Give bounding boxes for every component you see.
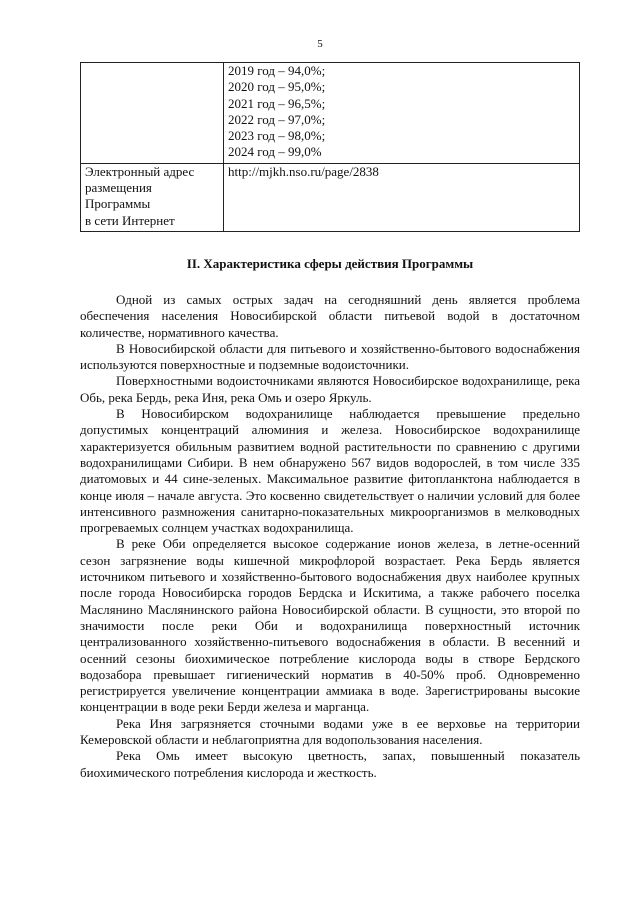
- address-label-cell: [81, 163, 224, 231]
- indicator-values-cell: [224, 63, 580, 164]
- paragraph: В Новосибирской области для питьевого и хозяйственно-бытового водоснабжения используются поверхностные и подземные водоисточники.: [80, 340, 580, 373]
- page-number: 5: [317, 38, 323, 50]
- address-label-line: Электронный адрес: [85, 163, 195, 179]
- indicator-line: 2020 год – 95,0%;: [228, 79, 326, 95]
- address-label-line: в сети Интернет: [85, 212, 175, 228]
- indicator-line: 2024 год – 99,0%: [228, 144, 322, 160]
- table-cell-empty: [81, 63, 224, 164]
- paragraph: В реке Оби определяется высокое содержание ионов железа, в летне-осенний сезон загрязнение воды кишечной микрофлорой возрастает. Река Бердь является источником питьевого и хозяйственно-бытового водоснабжения двух наиболее крупных после города Новосибирска городов Бердска и Искитима, а также рабочего поселка Маслянино Маслянинского района Новосибирской области. В сущности, это второй по значимости после реки Оби и водохранилища поверхностный источник централизованного хозяйственно-питьевого водоснабжения в области. В весенний и осенний сезоны биохимическое потребление кислорода воды в створе Бердского водозабора превышает гигиенический норматив в 40-50% проб. Одновременно регистрируется увеличение концентрации аммиака в воде. Зарегистрированы высокие концентрации в воде реки Берди железа и марганца.: [80, 536, 580, 715]
- address-value-cell: [224, 163, 580, 231]
- paragraph: Поверхностными водоисточниками являются Новосибирское водохранилище, река Обь, река Бердь, река Иня, река Омь и озеро Яркуль.: [80, 373, 580, 405]
- section-body: [80, 292, 580, 781]
- indicator-line: 2021 год – 96,5%;: [228, 95, 326, 111]
- paragraph: Одной из самых острых задач на сегодняшний день является проблема обеспечения населения Новосибирской области питьевой водой в достаточном количестве, нормативного качества.: [80, 292, 580, 340]
- paragraph: В Новосибирском водохранилище наблюдается превышение предельно допустимых концентраций алюминия и железа. Новосибирское водохранилище характеризуется обильным развитием водной растительности по сравнению с другими водохранилищами Сибири. В нем обнаружено 567 видов водорослей, в том числе 335 диатомовых и 44 сине-зеленых. Максимальное развитие фитопланктона наблюдается в конце июля – начале августа. Это косвенно свидетельствует о наличии условий для более интенсивного размножения санитарно-показательных микроорганизмов в мелководных прогреваемых солнцем участках водохранилища.: [80, 406, 580, 536]
- address-label-line: размещения: [85, 180, 152, 196]
- paragraph: Река Иня загрязняется сточными водами уже в ее верховье на территории Кемеровской области и неблагоприятна для водопользования населения.: [80, 715, 580, 748]
- address-label-line: Программы: [85, 196, 151, 212]
- indicator-line: 2023 год – 98,0%;: [228, 128, 326, 144]
- table-row: [81, 63, 580, 164]
- indicator-line: 2019 год – 94,0%;: [228, 63, 326, 78]
- program-info-table: [80, 62, 580, 232]
- table-row: [81, 163, 580, 231]
- section-heading: II. Характеристика сферы действия Программы: [186, 256, 474, 271]
- indicator-line: 2022 год – 97,0%;: [228, 111, 326, 127]
- paragraph: Река Омь имеет высокую цветность, запах, повышенный показатель биохимического потребления кислорода и жесткость.: [80, 748, 580, 780]
- program-url[interactable]: http://mjkh.nso.ru/page/2838: [228, 163, 379, 179]
